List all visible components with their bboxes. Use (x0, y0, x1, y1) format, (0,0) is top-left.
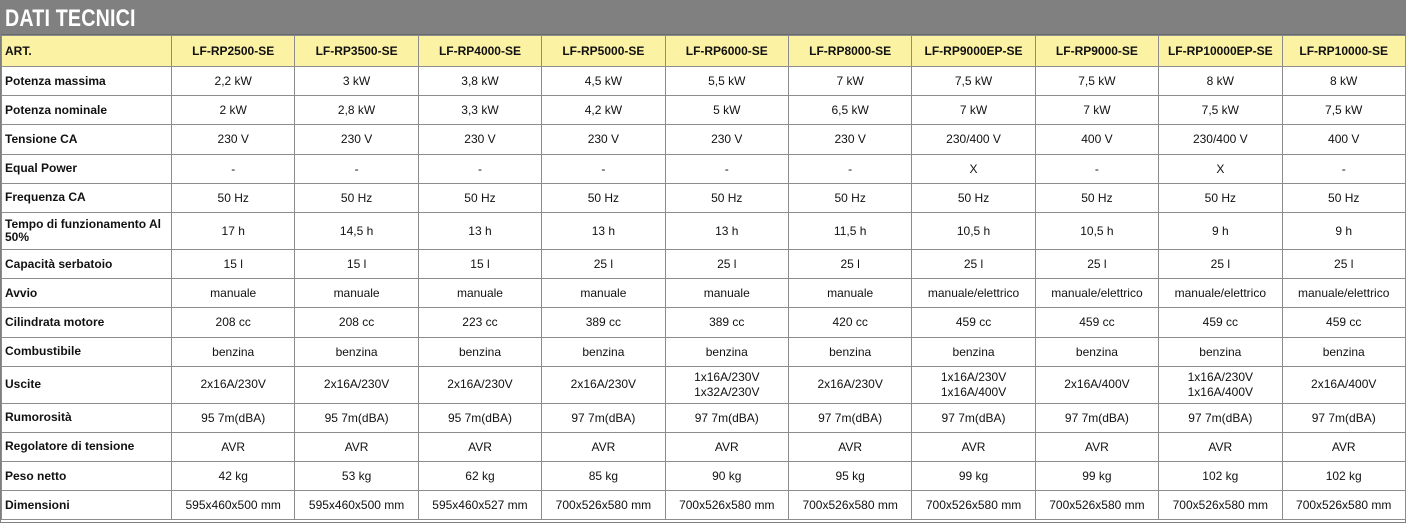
table-row (2, 308, 1406, 337)
table-cell: 595x460x527 mm (418, 491, 541, 520)
table-cell: 700x526x580 mm (788, 491, 911, 520)
header-model: LF-RP2500-SE (172, 36, 295, 67)
row-label: Tensione CA (2, 125, 172, 154)
table-cell (172, 366, 295, 403)
table-cell: X (912, 154, 1035, 183)
table-cell: - (418, 154, 541, 183)
table-cell: 2,2 kW (172, 67, 295, 96)
table-cell: 95 7m(dBA) (295, 403, 418, 432)
table-cell: 389 cc (542, 308, 665, 337)
row-label: Cilindrata motore (2, 308, 172, 337)
table-cell: 7,5 kW (912, 67, 1035, 96)
table-cell: manuale/elettrico (1282, 279, 1405, 308)
row-label: Frequenza CA (2, 183, 172, 212)
table-cell: 2 kW (172, 96, 295, 125)
table-cell: 50 Hz (788, 183, 911, 212)
table-cell: 700x526x580 mm (1282, 491, 1405, 520)
row-label: Combustibile (2, 337, 172, 366)
table-cell: - (665, 154, 788, 183)
cell-line: 1x16A/230V (1187, 369, 1254, 384)
row-label: Tempo di funzionamento Al 50% (2, 212, 172, 249)
row-label: Peso netto (2, 462, 172, 491)
table-cell: 6,5 kW (788, 96, 911, 125)
table-cell: benzina (295, 337, 418, 366)
cell-line: 2x16A/230V (817, 377, 883, 392)
table-cell: 7 kW (912, 96, 1035, 125)
table-cell: AVR (172, 432, 295, 461)
table-cell: 10,5 h (912, 212, 1035, 249)
table-cell: 13 h (542, 212, 665, 249)
row-label: Avvio (2, 279, 172, 308)
table-cell: benzina (418, 337, 541, 366)
table-cell: 25 l (1282, 249, 1405, 278)
table-cell: AVR (665, 432, 788, 461)
table-cell: 97 7m(dBA) (1035, 403, 1158, 432)
table-cell: 97 7m(dBA) (1159, 403, 1282, 432)
table-cell: 230/400 V (1159, 125, 1282, 154)
table-cell: manuale/elettrico (1159, 279, 1282, 308)
table-cell: benzina (1159, 337, 1282, 366)
section-title-text: DATI TECNICI (5, 5, 136, 32)
row-label: Dimensioni (2, 491, 172, 520)
table-cell: 700x526x580 mm (665, 491, 788, 520)
table-cell: 7 kW (1035, 96, 1158, 125)
table-cell: 50 Hz (1282, 183, 1405, 212)
header-label: ART. (2, 36, 172, 67)
table-row (2, 212, 1406, 249)
cell-line: 2x16A/400V (1064, 377, 1130, 392)
header-model: LF-RP6000-SE (665, 36, 788, 67)
table-cell: manuale (788, 279, 911, 308)
table-cell: 595x460x500 mm (295, 491, 418, 520)
table-cell: 9 h (1159, 212, 1282, 249)
table-cell: manuale (295, 279, 418, 308)
table-cell: AVR (542, 432, 665, 461)
table-cell: AVR (1035, 432, 1158, 461)
table-cell: 95 7m(dBA) (418, 403, 541, 432)
row-label: Regolatore di tensione (2, 432, 172, 461)
table-cell: 3 kW (295, 67, 418, 96)
table-row (2, 183, 1406, 212)
table-cell: benzina (172, 337, 295, 366)
table-row (2, 249, 1406, 278)
table-cell: 99 kg (912, 462, 1035, 491)
table-cell: 15 l (418, 249, 541, 278)
cell-line: 2x16A/230V (570, 377, 637, 392)
table-cell: - (788, 154, 911, 183)
cell-line: 2x16A/230V (200, 377, 266, 392)
table-cell: 50 Hz (1159, 183, 1282, 212)
table-cell: 208 cc (295, 308, 418, 337)
table-row (2, 403, 1406, 432)
row-label: Rumorosità (2, 403, 172, 432)
table-cell: AVR (1282, 432, 1405, 461)
header-model: LF-RP3500-SE (295, 36, 418, 67)
table-cell: 3,8 kW (418, 67, 541, 96)
header-model: LF-RP8000-SE (788, 36, 911, 67)
table-cell (542, 366, 665, 403)
table-cell: 25 l (912, 249, 1035, 278)
table-cell: 50 Hz (295, 183, 418, 212)
table-cell: 13 h (665, 212, 788, 249)
table-cell: 230/400 V (912, 125, 1035, 154)
table-cell: 95 kg (788, 462, 911, 491)
table-cell: 97 7m(dBA) (542, 403, 665, 432)
table-cell: 11,5 h (788, 212, 911, 249)
table-cell: 25 l (665, 249, 788, 278)
cell-line: 2x16A/230V (323, 377, 390, 392)
table-cell: AVR (912, 432, 1035, 461)
table-cell: 8 kW (1159, 67, 1282, 96)
table-cell: AVR (418, 432, 541, 461)
table-cell: 50 Hz (172, 183, 295, 212)
cell-line: 1x16A/400V (1187, 384, 1254, 399)
table-cell: 400 V (1035, 125, 1158, 154)
table-cell: 15 l (172, 249, 295, 278)
table-cell: - (172, 154, 295, 183)
table-cell: benzina (1035, 337, 1158, 366)
table-cell: 42 kg (172, 462, 295, 491)
table-cell: 95 7m(dBA) (172, 403, 295, 432)
table-cell: manuale (665, 279, 788, 308)
row-label: Potenza massima (2, 67, 172, 96)
table-cell: 700x526x580 mm (1159, 491, 1282, 520)
specs-table (1, 35, 1406, 520)
table-cell: 97 7m(dBA) (665, 403, 788, 432)
table-cell: 9 h (1282, 212, 1405, 249)
table-cell: 7,5 kW (1035, 67, 1158, 96)
table-cell: 7,5 kW (1159, 96, 1282, 125)
table-cell: 25 l (788, 249, 911, 278)
table-cell: 208 cc (172, 308, 295, 337)
table-cell: 459 cc (1282, 308, 1405, 337)
table-cell: 53 kg (295, 462, 418, 491)
table-row (2, 366, 1406, 403)
table-cell: 97 7m(dBA) (912, 403, 1035, 432)
row-label: Uscite (2, 366, 172, 403)
table-cell: 230 V (172, 125, 295, 154)
table-cell (912, 366, 1035, 403)
table-cell: manuale/elettrico (1035, 279, 1158, 308)
header-model: LF-RP5000-SE (542, 36, 665, 67)
table-cell: manuale/elettrico (912, 279, 1035, 308)
table-cell (1159, 366, 1282, 403)
table-cell (418, 366, 541, 403)
table-cell: 459 cc (1035, 308, 1158, 337)
cell-line: 1x32A/230V (694, 384, 760, 399)
row-label: Capacità serbatoio (2, 249, 172, 278)
table-cell: 10,5 h (1035, 212, 1158, 249)
table-cell: 25 l (1159, 249, 1282, 278)
header-model: LF-RP4000-SE (418, 36, 541, 67)
cell-line: 1x16A/230V (940, 369, 1007, 384)
table-cell: AVR (1159, 432, 1282, 461)
table-cell (295, 366, 418, 403)
table-cell: 700x526x580 mm (542, 491, 665, 520)
cell-line: 2x16A/230V (447, 377, 513, 392)
table-cell: 3,3 kW (418, 96, 541, 125)
table-cell: 4,5 kW (542, 67, 665, 96)
table-cell: benzina (912, 337, 1035, 366)
table-cell: X (1159, 154, 1282, 183)
table-row (2, 67, 1406, 96)
row-label: Equal Power (2, 154, 172, 183)
table-row (2, 432, 1406, 461)
table-cell: 700x526x580 mm (912, 491, 1035, 520)
table-cell: - (295, 154, 418, 183)
section-title (1, 1, 1405, 35)
table-cell: - (1035, 154, 1158, 183)
cell-line: 1x16A/230V (694, 369, 760, 384)
table-row (2, 125, 1406, 154)
header-model: LF-RP10000-SE (1282, 36, 1405, 67)
table-row (2, 491, 1406, 520)
table-cell: 50 Hz (665, 183, 788, 212)
header-model: LF-RP10000EP-SE (1159, 36, 1282, 67)
table-row (2, 154, 1406, 183)
table-cell: 389 cc (665, 308, 788, 337)
table-cell: benzina (1282, 337, 1405, 366)
table-cell: 102 kg (1282, 462, 1405, 491)
table-cell (1035, 366, 1158, 403)
table-cell: 230 V (542, 125, 665, 154)
table-cell: 90 kg (665, 462, 788, 491)
table-cell: 230 V (295, 125, 418, 154)
cell-line: 2x16A/400V (1311, 377, 1377, 392)
header-model: LF-RP9000-SE (1035, 36, 1158, 67)
table-cell: 50 Hz (1035, 183, 1158, 212)
table-cell: 7,5 kW (1282, 96, 1405, 125)
table-cell: 15 l (295, 249, 418, 278)
table-cell: AVR (788, 432, 911, 461)
table-cell: benzina (788, 337, 911, 366)
table-cell (1282, 366, 1405, 403)
table-cell: 459 cc (1159, 308, 1282, 337)
table-cell: AVR (295, 432, 418, 461)
table-cell: 50 Hz (418, 183, 541, 212)
table-cell: 99 kg (1035, 462, 1158, 491)
table-cell: 97 7m(dBA) (788, 403, 911, 432)
table-cell: 400 V (1282, 125, 1405, 154)
table-cell: 459 cc (912, 308, 1035, 337)
table-cell: benzina (665, 337, 788, 366)
table-cell: 7 kW (788, 67, 911, 96)
specs-body (2, 67, 1406, 520)
table-row (2, 96, 1406, 125)
table-cell (665, 366, 788, 403)
table-row (2, 279, 1406, 308)
table-cell: 97 7m(dBA) (1282, 403, 1405, 432)
table-cell: 62 kg (418, 462, 541, 491)
table-cell: - (1282, 154, 1405, 183)
table-cell: 595x460x500 mm (172, 491, 295, 520)
table-cell: 25 l (1035, 249, 1158, 278)
table-cell (788, 366, 911, 403)
table-cell: benzina (542, 337, 665, 366)
table-cell: 50 Hz (542, 183, 665, 212)
table-cell: 5,5 kW (665, 67, 788, 96)
table-cell: 17 h (172, 212, 295, 249)
cell-line: 1x16A/400V (940, 384, 1007, 399)
table-row (2, 337, 1406, 366)
table-cell: 50 Hz (912, 183, 1035, 212)
table-cell: 13 h (418, 212, 541, 249)
header-model: LF-RP9000EP-SE (912, 36, 1035, 67)
table-cell: 230 V (665, 125, 788, 154)
table-cell: 5 kW (665, 96, 788, 125)
table-cell: manuale (172, 279, 295, 308)
table-row (2, 462, 1406, 491)
table-cell: 25 l (542, 249, 665, 278)
table-cell: 223 cc (418, 308, 541, 337)
table-cell: 85 kg (542, 462, 665, 491)
table-cell: manuale (542, 279, 665, 308)
table-cell: 4,2 kW (542, 96, 665, 125)
table-cell: 230 V (788, 125, 911, 154)
table-cell: manuale (418, 279, 541, 308)
header-row (2, 36, 1406, 67)
table-cell: 2,8 kW (295, 96, 418, 125)
table-cell: 102 kg (1159, 462, 1282, 491)
table-cell: 8 kW (1282, 67, 1405, 96)
table-cell: 700x526x580 mm (1035, 491, 1158, 520)
table-cell: 420 cc (788, 308, 911, 337)
table-cell: 14,5 h (295, 212, 418, 249)
row-label: Potenza nominale (2, 96, 172, 125)
table-cell: - (542, 154, 665, 183)
table-cell: 230 V (418, 125, 541, 154)
